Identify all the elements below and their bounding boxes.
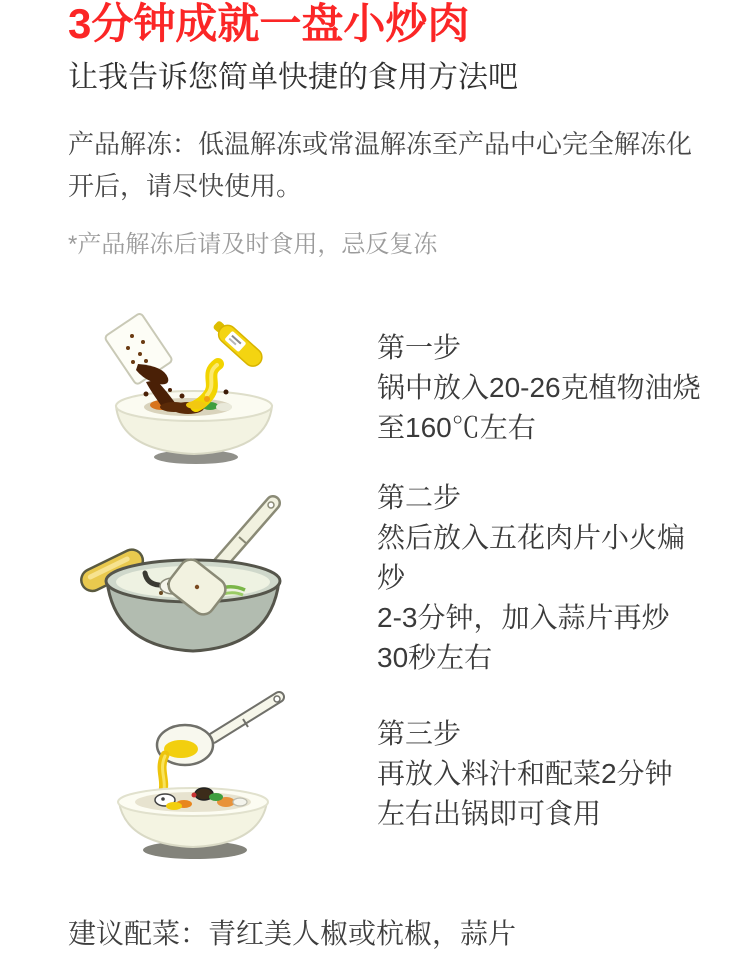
step2-label: 第二步	[377, 482, 462, 513]
step2-text	[377, 478, 710, 678]
step1-line-1: 锅中放入20-26克植物油烧	[377, 372, 701, 403]
bowl-oil-pour-thermometer-icon	[68, 304, 313, 472]
defrost-line-2: 开后，请尽快使用。	[68, 171, 303, 201]
step3-line-1: 再放入料汁和配菜2分钟	[377, 757, 673, 789]
step3-line-2: 左右出锅即可食用	[377, 797, 602, 829]
step1-illustration-svg	[76, 304, 306, 472]
defrost-line-1: 产品解冻：低温解冻或常温解冻至产品中心完全解冻化	[68, 129, 693, 159]
step-row-2	[68, 483, 710, 673]
defrost-instructions	[68, 123, 710, 207]
step2-illustration-svg	[73, 487, 308, 669]
defrost-note: *产品解冻后请及时食用，忌反复冻	[68, 231, 438, 258]
wok-spatula-stirfry-icon	[68, 487, 313, 669]
step3-label: 第三步	[377, 717, 462, 749]
cooking-steps	[68, 293, 710, 868]
step-row-1	[68, 293, 710, 483]
step1-line-2: 至160℃左右	[377, 412, 536, 443]
step1-text	[377, 328, 710, 448]
ladle-sauce-pour-bowl-icon	[68, 681, 313, 866]
step1-label: 第一步	[377, 332, 462, 363]
step2-line-2: 2-3分钟，加入蒜片再炒	[377, 602, 670, 633]
step3-illustration-svg	[73, 681, 308, 866]
side-dish-suggestion: 建议配菜：青红美人椒或杭椒，蒜片	[68, 918, 517, 949]
step3-text	[377, 714, 710, 834]
step-row-3	[68, 673, 710, 868]
page-title: 3分钟成就一盘小炒肉	[68, 0, 470, 47]
step2-line-1: 然后放入五花肉片小火煸炒	[377, 522, 686, 593]
step2-line-3: 30秒左右	[377, 642, 493, 673]
page-subtitle: 让我告诉您简单快捷的食用方法吧	[68, 61, 518, 94]
